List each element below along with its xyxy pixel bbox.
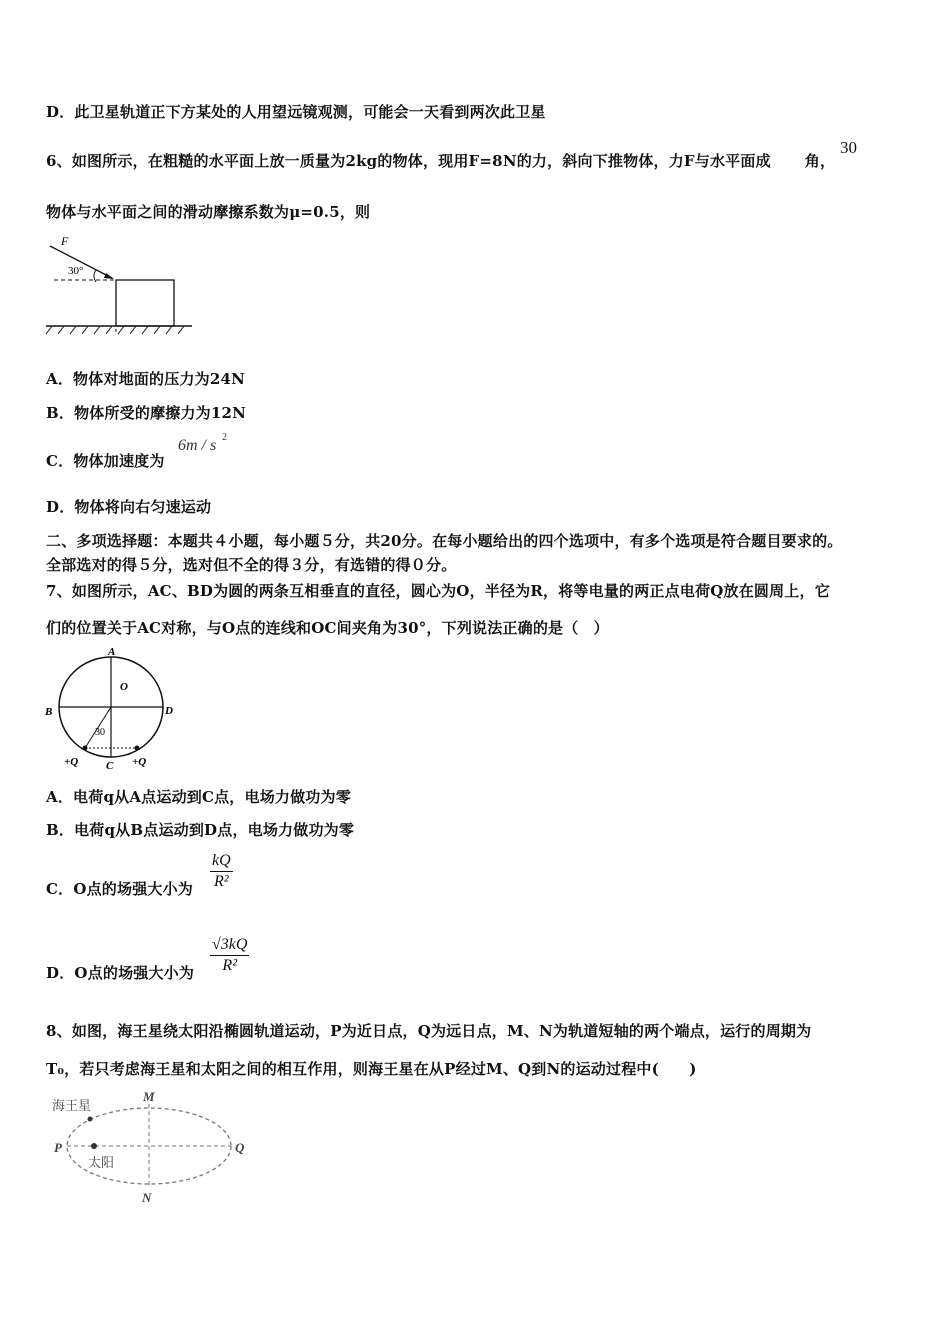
label-A: A (108, 647, 116, 658)
angle-arc (94, 270, 96, 282)
q7-option-b: B．电荷q从B点运动到D点，电场力做功为零 (46, 821, 355, 839)
label-neptune: 海王星 (52, 1098, 92, 1113)
ground-hatching (46, 326, 184, 334)
q7-option-d (46, 962, 194, 983)
q6-angle-value: 30 (840, 138, 857, 157)
q6-figure (44, 232, 196, 338)
q6-option-b: B．物体所受的摩擦力为12N (46, 404, 247, 422)
q7-option-a: A．电荷q从A点运动到C点，电场力做功为零 (46, 788, 351, 806)
q6-stem-end: 角， (804, 152, 836, 170)
label-D: D (165, 705, 173, 717)
fraction-numerator: kQ (212, 852, 231, 869)
q6-option-c (46, 450, 165, 471)
section2-heading-line2: 全部选对的得５分，选对但不全的得３分，有选错的得０分。 (46, 556, 457, 574)
sun-dot (91, 1143, 97, 1149)
label-sun: 太阳 (88, 1155, 115, 1170)
fraction-bar (210, 871, 233, 872)
section2-heading-line1: 二、多项选择题：本题共４小题，每小题５分，共20分。在每小题给出的四个选项中，有多个选项是符合题目要求的。 (46, 532, 843, 550)
q6-stem-line2: 物体与水平面之间的滑动摩擦系数为μ=0.5，则 (46, 203, 371, 221)
charge-right-dot (135, 746, 140, 751)
q6-stem-line1 (46, 150, 835, 171)
q7-figure (40, 647, 190, 772)
force-arrow-head (104, 273, 114, 279)
label-P: P (54, 1140, 62, 1155)
fraction-denominator: R² (214, 873, 229, 890)
q5-option-d: D．此卫星轨道正下方某处的人用望远镜观测，可能会一天看到两次此卫星 (46, 103, 546, 121)
q7-option-d-fraction (210, 936, 249, 975)
fraction-bar (210, 955, 249, 956)
q7-stem-line1: 7、如图所示，AC、BD为圆的两条互相垂直的直径，圆心为O，半径为R，将等电量的两正点电荷Q放在圆周上，它 (46, 582, 830, 600)
q6-option-a: A．物体对地面的压力为24N (46, 370, 246, 388)
q6-stem-text: 6、如图所示，在粗糙的水平面上放一质量为2kg的物体，现用F=8N的力，斜向下推物体，力F与水平面成 (46, 152, 771, 170)
q8-stem-line1: 8、如图，海王星绕太阳沿椭圆轨道运动，P为近日点，Q为远日点，M、N为轨道短轴的两个端点，运行的周期为 (46, 1022, 812, 1040)
charge-left-dot (83, 746, 88, 751)
q8-stem-line2: T₀，若只考虑海王星和太阳之间的相互作用，则海王星在从P经过M、Q到N的运动过程中( ) (46, 1060, 697, 1078)
label-O: O (120, 681, 128, 693)
fraction-denominator: R² (222, 957, 237, 974)
label-Q: Q (235, 1140, 245, 1155)
label-C: C (106, 760, 114, 772)
q7-stem-line2: 们的位置关于AC对称，与O点的连线和OC间夹角为30°，下列说法正确的是（ ） (46, 619, 609, 637)
q8-figure (46, 1086, 256, 1208)
q7-option-c-text: C．O点的场强大小为 (46, 880, 194, 898)
q7-option-c (46, 878, 193, 899)
q7-option-d-text: D．O点的场强大小为 (46, 964, 195, 982)
q6-option-c-exponent: 2 (222, 432, 227, 443)
neptune-dot (88, 1117, 93, 1122)
q6-option-c-text: C．物体加速度为 (46, 452, 165, 470)
q6-option-d: D．物体将向右匀速运动 (46, 498, 212, 516)
label-charge-right: +Q (132, 756, 147, 768)
block (116, 280, 174, 326)
label-charge-left: +Q (64, 756, 79, 768)
fraction-numerator: √3kQ (212, 936, 248, 953)
label-N: N (142, 1190, 152, 1205)
label-B: B (45, 706, 53, 718)
force-label: F (61, 234, 69, 248)
angle-label: 30° (68, 265, 84, 277)
label-angle: 30 (95, 727, 105, 738)
label-M: M (143, 1089, 155, 1104)
q7-option-c-fraction (210, 852, 233, 891)
q6-option-c-value: 6m / s (178, 437, 217, 454)
